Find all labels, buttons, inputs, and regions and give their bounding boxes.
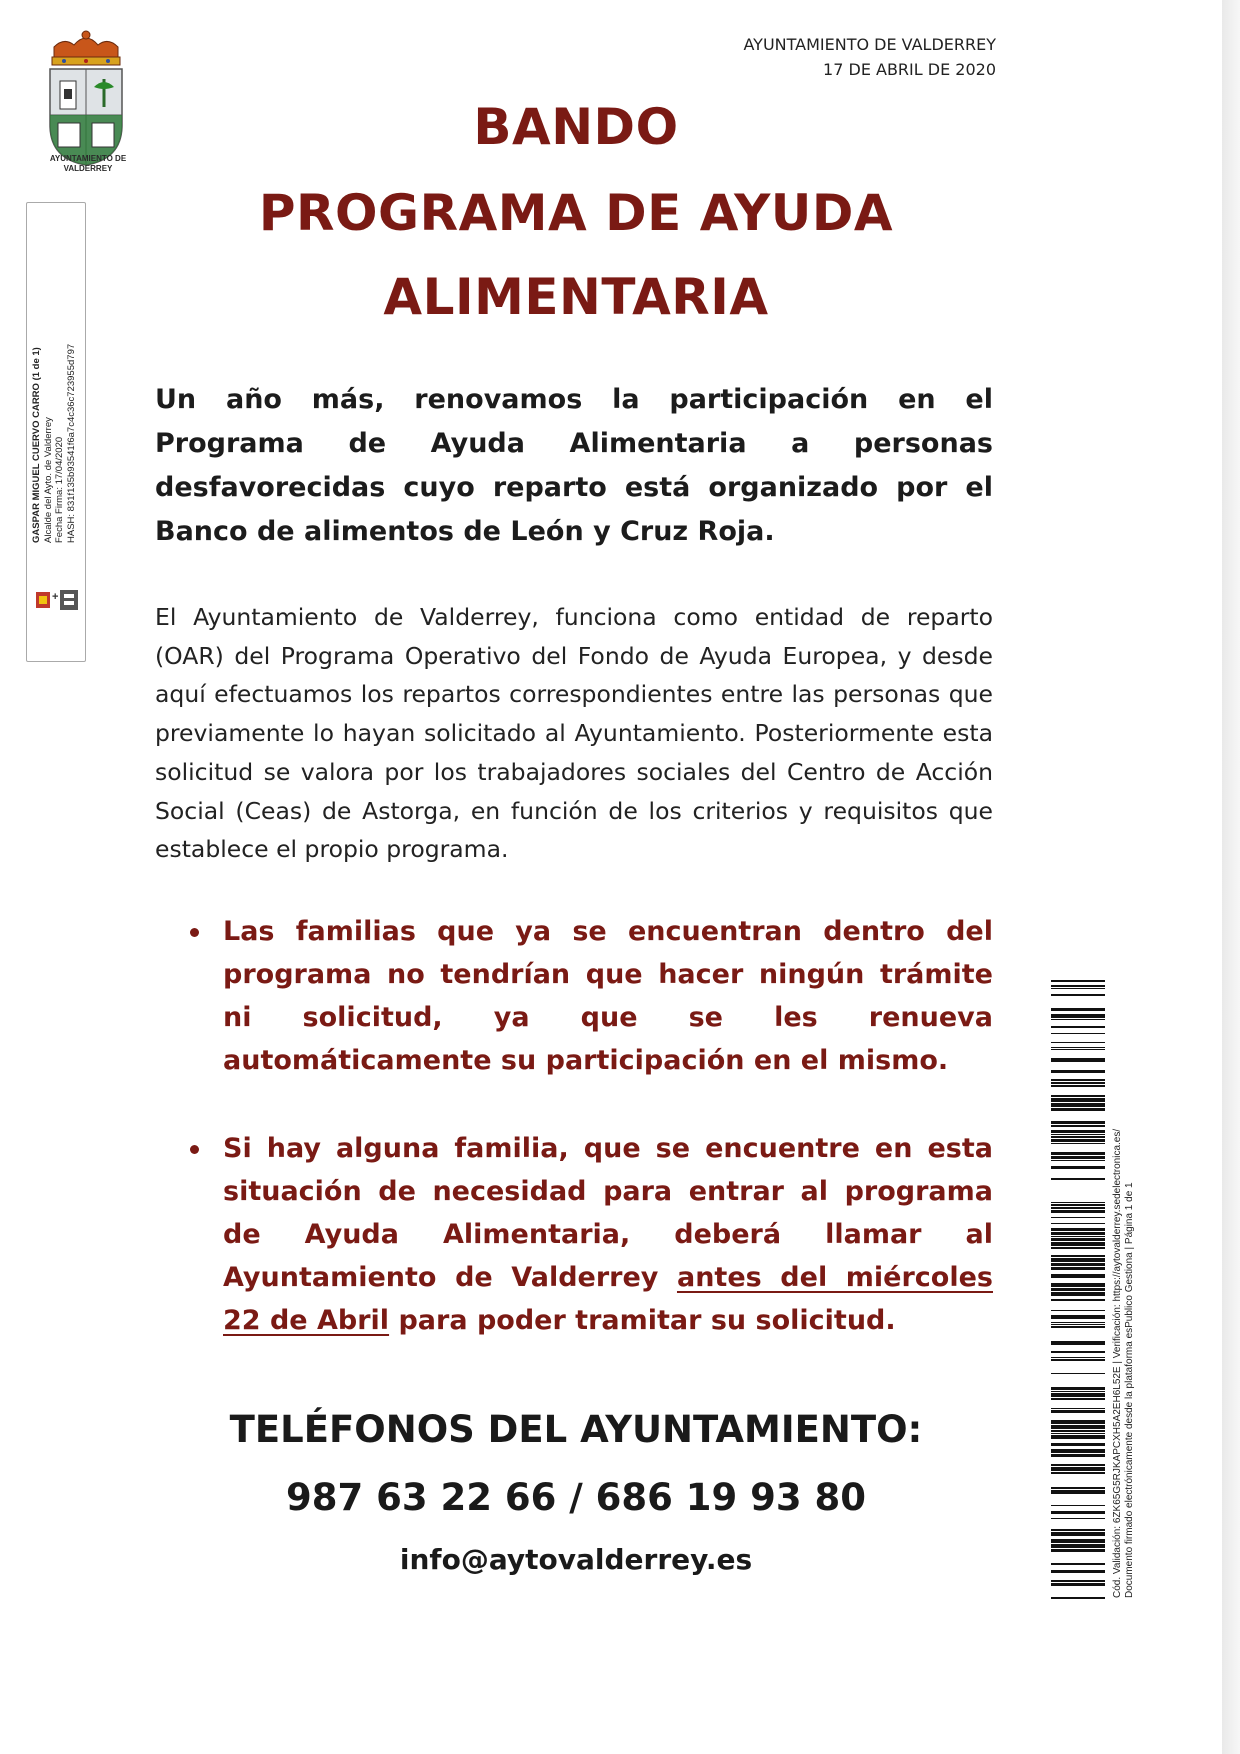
signature-role: Alcalde del Ayto. de Valderrey bbox=[42, 417, 54, 543]
crest-caption bbox=[40, 154, 136, 174]
barcode-bar bbox=[1051, 1357, 1105, 1358]
header-date: 17 DE ABRIL DE 2020 bbox=[823, 60, 996, 79]
barcode-bar bbox=[1051, 1443, 1105, 1446]
barcode-bar bbox=[1051, 1207, 1105, 1209]
bullet-2-text-end: para poder tramitar su solicitud. bbox=[389, 1305, 896, 1336]
barcode-bar bbox=[1051, 1373, 1105, 1374]
verification-platform: Documento firmado electrónicamente desde la plataforma esPublico Gestiona | Página 1 de 1 bbox=[1124, 1182, 1135, 1598]
header-entity: AYUNTAMIENTO DE VALDERREY bbox=[743, 35, 996, 54]
barcode-bar bbox=[1051, 1202, 1105, 1203]
barcode-bar bbox=[1051, 1143, 1105, 1144]
bullet-2-text-start: Si hay alguna familia, que se encuentre en esta situación de necesidad para entrar al programa de Ayuda Alimentaria, deberá llamar al Ayuntamiento de Valderrey bbox=[223, 1133, 993, 1293]
page-edge bbox=[1222, 0, 1240, 1754]
barcode-bar bbox=[1051, 1228, 1105, 1231]
barcode-bar bbox=[1051, 1139, 1105, 1142]
barcode-bar bbox=[1051, 1583, 1105, 1586]
barcode-bar bbox=[1051, 1152, 1105, 1155]
barcode-bar bbox=[1051, 985, 1105, 987]
barcode-bar bbox=[1051, 1341, 1105, 1345]
barcode-bar bbox=[1051, 1351, 1105, 1353]
barcode-bar bbox=[1051, 1449, 1105, 1453]
barcode-bar bbox=[1051, 1505, 1105, 1506]
barcode-bar bbox=[1051, 1532, 1105, 1536]
barcode-bar bbox=[1051, 1580, 1105, 1582]
barcode-bar bbox=[1051, 1322, 1105, 1323]
barcode-bar bbox=[1051, 1079, 1105, 1081]
barcode-bar bbox=[1051, 1472, 1105, 1474]
barcode-bar bbox=[1051, 1125, 1105, 1127]
barcode-bar bbox=[1051, 1033, 1105, 1034]
crest-caption-line2: VALDERREY bbox=[63, 164, 113, 173]
barcode-bar bbox=[1051, 1454, 1105, 1457]
barcode-bar bbox=[1051, 1047, 1105, 1048]
barcode-bar bbox=[1051, 1464, 1105, 1466]
title-line3: ALIMENTARIA bbox=[383, 268, 769, 326]
barcode-bar bbox=[1051, 1563, 1105, 1565]
barcode-bar bbox=[1051, 1263, 1105, 1266]
barcode-bar bbox=[1051, 1019, 1105, 1020]
barcode-bar bbox=[1051, 1098, 1105, 1102]
barcode-bar bbox=[1051, 1487, 1105, 1489]
barcode-bar bbox=[1051, 1160, 1105, 1161]
barcode-bar bbox=[1051, 1435, 1105, 1439]
bullet-2 bbox=[223, 1127, 993, 1342]
signature-signer: GASPAR MIGUEL CUERVO CARRO (1 de 1) bbox=[31, 347, 42, 543]
barcode-bar bbox=[1051, 1393, 1105, 1397]
barcode-bar bbox=[1051, 1156, 1105, 1159]
barcode-bar bbox=[1051, 1042, 1105, 1043]
barcode-bar bbox=[1051, 1315, 1105, 1319]
barcode-bar bbox=[1051, 1274, 1105, 1278]
barcode-bar bbox=[1051, 1288, 1105, 1291]
barcode-bar bbox=[1051, 1511, 1105, 1514]
barcode-bar bbox=[1051, 1134, 1105, 1135]
barcode-bar bbox=[1051, 1292, 1105, 1296]
barcode-bar bbox=[1051, 1544, 1105, 1548]
barcode-bar bbox=[1051, 1410, 1105, 1413]
barcode-bar bbox=[1051, 1408, 1105, 1409]
barcode-bar bbox=[1051, 1095, 1105, 1097]
barcode-bar bbox=[1051, 1085, 1105, 1087]
barcode-bar bbox=[1051, 1267, 1105, 1270]
signature-date: Fecha Firma: 17/04/2020 bbox=[54, 436, 65, 543]
barcode-bar bbox=[1051, 1049, 1105, 1050]
barcode-bar bbox=[1051, 1108, 1105, 1111]
barcode-bar bbox=[1051, 1217, 1105, 1218]
barcode-bar bbox=[1051, 1223, 1105, 1224]
signature-text bbox=[31, 273, 77, 543]
barcode-bar bbox=[1051, 1014, 1105, 1018]
barcode-bar bbox=[1051, 1430, 1105, 1432]
barcode-bar bbox=[1051, 988, 1105, 989]
barcode-bar bbox=[1051, 1387, 1105, 1390]
barcode-bar bbox=[1051, 1539, 1105, 1543]
barcode-bar bbox=[1051, 1518, 1105, 1519]
barcode-bar bbox=[1051, 1433, 1105, 1434]
body-paragraph: El Ayuntamiento de Valderrey, funciona como entidad de reparto (OAR) del Programa Operativo del Fondo de Ayuda Europea, y desde aquí efectuamos los repartos correspondientes entre las personas que previamente lo hayan solicitado al Ayuntamiento. Posteriormente esta solicitud se valora por los trabajadores sociales del Centro de Acción Social (Ceas) de Astorga, en función de los criterios y requisitos que establece el propio programa. bbox=[155, 603, 993, 864]
verification-text bbox=[1112, 978, 1136, 1598]
barcode-bar bbox=[1051, 1026, 1105, 1028]
barcode-bar bbox=[1051, 1210, 1105, 1213]
barcode-bar bbox=[1051, 1242, 1105, 1246]
phones-heading: TELÉFONOS DEL AYUNTAMIENTO: bbox=[229, 1408, 923, 1451]
barcode-bar bbox=[1051, 1121, 1105, 1124]
barcode-bar bbox=[1051, 1490, 1105, 1494]
esign-logo-icon bbox=[34, 586, 82, 614]
phone-numbers: 987 63 22 66 / 686 19 93 80 bbox=[286, 1476, 866, 1519]
barcode-bar bbox=[1051, 1082, 1105, 1084]
barcode-bar bbox=[1051, 1070, 1105, 1073]
barcode-bar bbox=[1051, 1299, 1105, 1301]
barcode-bar bbox=[1051, 1420, 1105, 1424]
barcode-bar bbox=[1051, 1058, 1105, 1062]
barcode-bar bbox=[1051, 1008, 1105, 1011]
barcode-bar bbox=[1051, 1247, 1105, 1249]
bullet-dot-2 bbox=[190, 1145, 199, 1154]
contact-email: info@aytovalderrey.es bbox=[399, 1543, 753, 1576]
crest-caption-line1: AYUNTAMIENTO DE bbox=[49, 154, 127, 163]
barcode-bar bbox=[1051, 1549, 1105, 1552]
barcode-bar bbox=[1051, 1467, 1105, 1471]
title-line1: BANDO bbox=[473, 98, 679, 156]
barcode-bar bbox=[1051, 1204, 1105, 1206]
barcode-bar bbox=[1051, 1258, 1105, 1262]
intro-paragraph: Un año más, renovamos la participación en el Programa de Ayuda Alimentaria a personas desfavorecidas cuyo reparto está organizado por el Banco de alimentos de León y Cruz Roja. bbox=[155, 384, 993, 547]
svg-text:+: + bbox=[52, 591, 59, 603]
barcode-bar bbox=[1051, 1326, 1105, 1328]
barcode-bar bbox=[1051, 1236, 1105, 1237]
bullet-2-deadline: antes del miércoles 22 de Abril bbox=[223, 1262, 993, 1336]
barcode-bar bbox=[1051, 980, 1105, 982]
barcode-bar bbox=[1051, 1238, 1105, 1241]
bullet-dot-1 bbox=[190, 928, 199, 937]
header bbox=[743, 32, 996, 82]
title-line2: PROGRAMA DE AYUDA bbox=[258, 184, 894, 242]
barcode-bar bbox=[1051, 1597, 1105, 1599]
barcode-bar bbox=[1051, 1283, 1105, 1287]
barcode-bar bbox=[1051, 1359, 1105, 1361]
barcode-bar bbox=[1051, 1130, 1105, 1133]
verification-code: Cód. Validación: 6ZK65G5RJKAPCXH5A2EH6L52E | Verificación: https://aytovalderrey.sedelectronica.es/ bbox=[1112, 1128, 1123, 1598]
barcode-bar bbox=[1051, 1136, 1105, 1138]
barcode-bar bbox=[1051, 1570, 1105, 1573]
barcode-bar bbox=[1051, 1232, 1105, 1235]
barcode-bar bbox=[1051, 1529, 1105, 1531]
barcode-bar bbox=[1051, 1398, 1105, 1400]
barcode-bar bbox=[1051, 1310, 1105, 1311]
barcode-icon bbox=[1051, 980, 1105, 1600]
barcode-bar bbox=[1051, 1324, 1105, 1325]
barcode-bar bbox=[1051, 994, 1105, 996]
barcode-bar bbox=[1051, 1178, 1105, 1180]
bullet-1: Las familias que ya se encuentran dentro del programa no tendrían que hacer ningún trámite ni solicitud, ya que se les renueva automáticamente su participación en el mismo. bbox=[223, 916, 993, 1076]
barcode-bar bbox=[1051, 1425, 1105, 1429]
barcode-bar bbox=[1051, 1255, 1105, 1257]
barcode-bar bbox=[1051, 1103, 1105, 1107]
barcode-bar bbox=[1051, 1166, 1105, 1169]
barcode-bar bbox=[1051, 1391, 1105, 1392]
signature-hash: HASH: 831f135b93541f6a7c4c36c723955d797 bbox=[65, 343, 77, 543]
